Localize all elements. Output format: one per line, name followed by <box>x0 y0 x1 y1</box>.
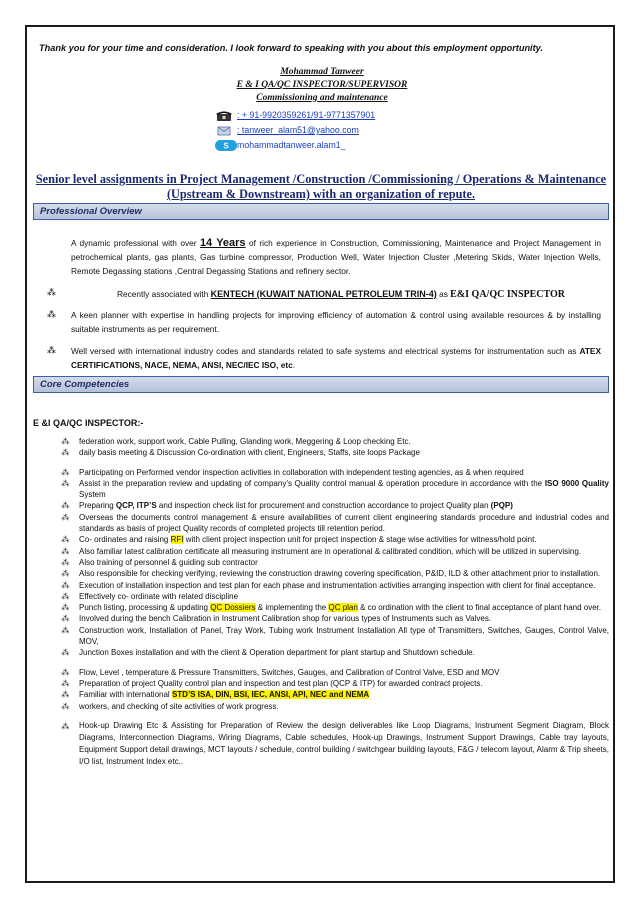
bullet-icon: ⁂ <box>61 436 70 446</box>
bullet-icon: ⁂ <box>47 309 56 319</box>
section-header-competencies: Core Competencies <box>33 376 609 393</box>
item-text: Junction Boxes installation and with the client & Operation department for plant startup and Shutdown schedule. <box>79 648 475 658</box>
bullet-icon: ⁂ <box>47 287 56 297</box>
bullet-icon: ⁂ <box>61 677 70 688</box>
item-text: Assist in the preparation review and updating of company’s Quality control manual & operation procedure in accordance with the <box>79 478 545 488</box>
contact-phone <box>215 110 375 121</box>
certifications: ATEX CERTIFICATIONS, NACE, NEMA, ANSI, NEC/IEC ISO, etc <box>71 346 601 370</box>
svg-text:S: S <box>223 141 229 151</box>
list-item <box>33 568 609 579</box>
bullet-icon: ⁂ <box>61 666 70 677</box>
list-item <box>33 557 609 568</box>
skype-icon <box>215 140 233 151</box>
list-item <box>33 500 609 511</box>
bullet-icon: ⁂ <box>61 447 70 458</box>
bullet-icon: ⁂ <box>61 511 70 522</box>
telephone-icon <box>215 110 233 121</box>
list-item <box>33 546 609 557</box>
bullet-icon: ⁂ <box>61 477 70 488</box>
item-text: Preparing <box>79 501 116 511</box>
item-text: Flow, Level , temperature & Pressure Transmitters, Switches, Gauges, and Calibration of Control Valve, ESD and MOV <box>79 667 500 677</box>
competency-heading: E &I QA/QC INSPECTOR:- <box>33 418 144 428</box>
bullet-icon: ⁂ <box>47 345 56 355</box>
item-text: Participating on Performed vendor inspection activities in collaboration with independent testing agencies, as & when required <box>79 467 524 477</box>
phone-number[interactable]: : + 91-9920359261/91-9771357901 <box>237 110 376 120</box>
candidate-title: E & I QA/QC INSPECTOR/SUPERVISOR <box>236 80 408 90</box>
item-text: with client project inspection unit for project inspection & stage wise activities for witness/hold point. <box>183 535 537 545</box>
skype-id[interactable]: mohammadtanweer.alam1_ <box>237 140 346 150</box>
planner-text: A keen planner with expertise in handling projects for improving efficiency of automation & control using available resources & by installing suitable instruments as per requirement. <box>71 310 601 334</box>
bullet-icon: ⁂ <box>61 590 70 601</box>
item-text: & implementing the <box>255 603 329 613</box>
contact-email <box>215 125 359 136</box>
bullet-icon: ⁂ <box>61 568 70 579</box>
list-item <box>33 447 609 458</box>
bullet-icon: ⁂ <box>61 720 70 731</box>
list-item <box>33 720 609 768</box>
item-text: workers, and checking of site activities of work progress. <box>79 701 279 711</box>
item-highlight: QC Dossiers <box>210 603 256 613</box>
bullet-icon: ⁂ <box>61 466 70 477</box>
item-bold: ISO 9000 Quality <box>544 478 609 488</box>
standards-text: Well versed with international industry codes and standards related to safe systems and electrical systems for instrumentation such as <box>71 346 580 356</box>
item-text: Involved during the bench Calibration in Instrument Calibration shop for various types of Instruments such as Valves. <box>79 614 492 624</box>
item-text: Punch listing, processing & updating <box>79 603 211 613</box>
item-text: Also responsible for checking verifying, reviewing the construction drawing covering specification, P&ID, ILD & other attachment prior to installation. <box>79 569 601 579</box>
current-role: E&I QA/QC INSPECTOR <box>450 289 565 300</box>
seniority-statement: Senior level assignments in Project Management /Construction /Commissioning / Operations & Maintenance (Upstream & Downstream) with an organization of repute. <box>35 172 607 201</box>
section-header-overview: Professional Overview <box>33 203 609 220</box>
bullet-icon: ⁂ <box>61 613 70 624</box>
item-text: daily basis meeting & Discussion Co-ordination with client, Engineers, Staffs, site loops Package <box>79 448 420 458</box>
resume-page <box>25 25 615 883</box>
item-text: Effectively co- ordinate with related discipline <box>79 591 239 601</box>
item-text: Also familiar latest calibration certificate all measuring instrument are in operational & calibrated condition, which will be utilized in supervising. <box>79 546 582 556</box>
intro-line: Thank you for your time and consideration. I look forward to speaking with you about this employment opportunity. <box>39 43 543 53</box>
list-item <box>33 667 609 678</box>
list-item <box>33 467 609 478</box>
overview-bullet-planner <box>71 308 601 336</box>
bullet-icon: ⁂ <box>61 579 70 590</box>
item-text: Also training of personnel & guiding sub contractor <box>79 557 258 567</box>
list-item <box>33 478 609 501</box>
bullet-icon: ⁂ <box>61 647 70 658</box>
bullet-icon: ⁂ <box>61 556 70 567</box>
bullet-icon: ⁂ <box>61 700 70 711</box>
item-text: Execution of installation inspection and test plan for each phase and instrumentation activities arranging inspection with client for final acceptance. <box>79 580 596 590</box>
list-item <box>33 647 609 658</box>
overview-bullet-current-role <box>117 287 601 302</box>
current-role-as: as <box>436 289 451 299</box>
item-bold: QCP, ITP’S <box>115 501 157 511</box>
competency-list <box>33 436 609 768</box>
resume-header <box>27 66 617 105</box>
list-item <box>33 625 609 648</box>
list-item <box>33 512 609 535</box>
candidate-name: Mohammad Tanweer <box>280 67 364 77</box>
bullet-icon: ⁂ <box>61 624 70 635</box>
bullet-icon: ⁂ <box>61 689 70 700</box>
item-highlight: RFI <box>170 535 184 545</box>
standards-end: . <box>292 360 296 370</box>
email-address[interactable]: : tanweer_alam51@yahoo.com <box>237 125 359 135</box>
email-icon <box>215 125 233 136</box>
list-item <box>33 689 609 700</box>
list-item <box>33 591 609 602</box>
overview-text: A dynamic professional with over <box>71 238 200 248</box>
item-text: Preparation of project Quality control plan and inspection and test plan (QCP & ITP) for awarded contract projects. <box>79 678 483 688</box>
list-item <box>33 701 609 712</box>
item-text: federation work, support work, Cable Pulling, Glanding work, Meggering & Loop checking Etc. <box>79 437 411 446</box>
list-item <box>33 580 609 591</box>
bullet-icon: ⁂ <box>61 602 70 613</box>
item-text: Familiar with international <box>79 690 172 700</box>
item-text: and inspection check list for procurement and construction accordance to project Quality plan <box>156 501 491 511</box>
item-bold: (PQP) <box>490 501 513 511</box>
item-text: Hook-up Drawing Etc & Assisting for Preparation of Review the design deliverables like Loop Diagrams, Instrument Segment Diagram, Block Diagrams, Interconnection Diagrams, Wiring Diagrams, Cable schedules, Hook-up Drawings, Instrument Support Drawings, Cable tray layouts, Equipment Support detail drawings, MCT layouts / schedule, control building / switchgear building layouts, F&G / telecom layout, Alarm & Trip sheets, I/O list, Instrument Index etc.. <box>79 720 609 766</box>
list-item <box>33 602 609 613</box>
overview-bullet-standards <box>71 344 601 372</box>
list-item <box>33 436 609 447</box>
bullet-icon: ⁂ <box>61 500 70 511</box>
overview-text-2: of rich experience in Construction, Commissioning, Maintenance and Project Management in petrochemical plants, gas plants, Gas turbine compressor, Production Well, Water Injection Cluster ,Metering Skids, Water Injection Wells, Remote Degassing stations ,Central Degassing Stations and refinery sector. <box>71 238 601 276</box>
bullet-icon: ⁂ <box>61 545 70 556</box>
contact-skype <box>215 140 346 151</box>
years-experience: 14 Years <box>199 237 246 249</box>
item-highlight: QC plan <box>328 603 358 613</box>
bullet-icon: ⁂ <box>61 534 70 545</box>
candidate-subtitle: Commissioning and maintenance <box>256 93 388 103</box>
item-text: & co ordination with the client to final acceptance of plant hand over. <box>357 603 602 613</box>
item-text: Overseas the documents control management & ensure availabilities of current client engineering standards procedure and industrial codes and standards as basis of project Quality records of completed projects till retention period. <box>79 512 609 534</box>
item-text: Co- ordinates and raising <box>79 535 171 545</box>
current-role-text: Recently associated with <box>117 289 211 299</box>
overview-paragraph <box>71 236 601 278</box>
list-item <box>33 678 609 689</box>
current-company: KENTECH (KUWAIT NATIONAL PETROLEUM TRIN-4) <box>210 289 437 299</box>
item-highlight: STD’S ISA, DIN, BSI, IEC, ANSI, API, NEC and NEMA <box>171 690 370 700</box>
list-item <box>33 534 609 545</box>
item-text: System <box>79 490 106 500</box>
item-text: Construction work, Installation of Panel, Tray Work, Tubing work Instrument Installation All type of Transmitters, Switches, Gauges, Control Valve, MOV, <box>79 625 609 647</box>
list-item <box>33 613 609 624</box>
